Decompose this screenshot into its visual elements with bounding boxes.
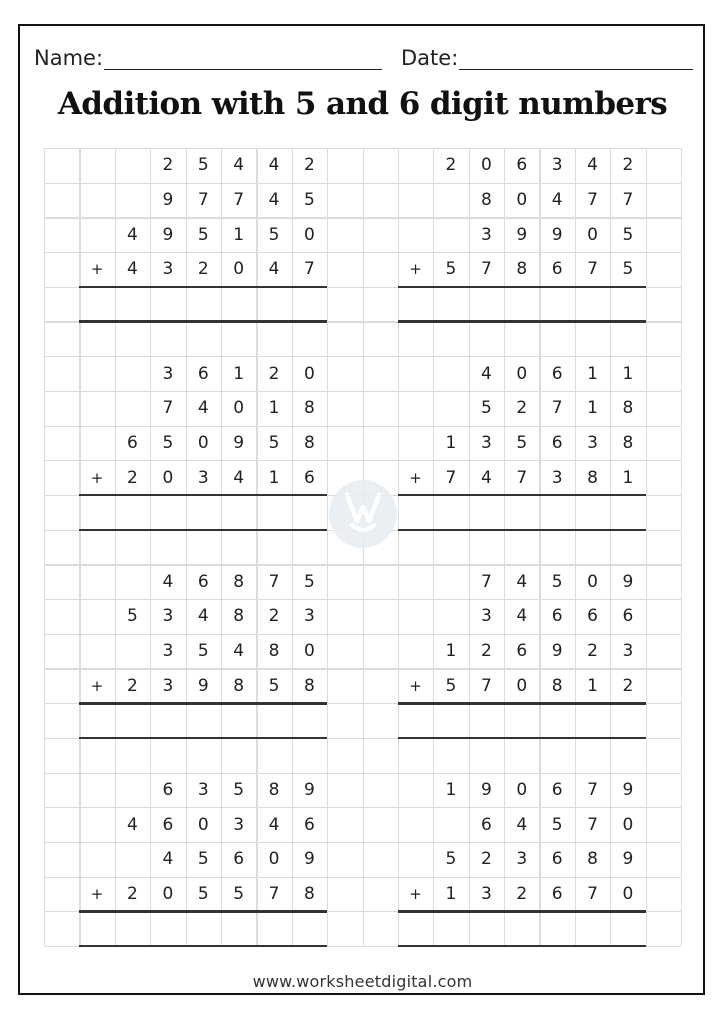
digit-cell: 4 — [127, 224, 138, 245]
digit-cell: 7 — [587, 814, 598, 835]
sum-rule-line — [79, 702, 327, 704]
digit-cell: 4 — [268, 814, 280, 835]
digit-cell: 5 — [268, 224, 280, 245]
plus-sign: + — [90, 884, 104, 903]
digit-cell: 1 — [622, 363, 634, 384]
digit-cell: 2 — [516, 398, 528, 419]
digit-cell: 0 — [622, 814, 634, 835]
answer-cell[interactable] — [469, 495, 504, 530]
digit-cell: 3 — [551, 467, 563, 488]
digit-cell: 5 — [622, 224, 634, 245]
answer-cell[interactable] — [186, 703, 221, 738]
digit-cell: 0 — [304, 224, 315, 245]
digit-cell: 5 — [268, 432, 280, 453]
digit-cell: 4 — [480, 363, 492, 384]
digit-cell: 7 — [445, 467, 457, 488]
digit-cell: 2 — [197, 259, 209, 280]
answer-cell[interactable] — [610, 287, 645, 322]
answer-cell[interactable] — [115, 703, 150, 738]
digit-cell: 6 — [197, 571, 209, 592]
digit-cell: 8 — [587, 849, 598, 870]
digit-cell: 4 — [197, 606, 209, 627]
digit-cell: 4 — [233, 641, 245, 662]
answer-cell[interactable] — [221, 495, 256, 530]
digit-cell: 3 — [162, 675, 174, 696]
answer-cell[interactable] — [610, 911, 645, 946]
answer-cell[interactable] — [539, 495, 574, 530]
sum-rule-line — [79, 320, 327, 322]
digit-cell: 6 — [551, 363, 563, 384]
digit-cell: 3 — [233, 814, 245, 835]
digit-cell: 0 — [516, 363, 528, 384]
answer-cell[interactable] — [292, 911, 327, 946]
digit-cell: 2 — [127, 883, 138, 904]
sum-rule-line — [398, 320, 646, 322]
plus-sign: + — [409, 260, 422, 279]
digit-cell: 6 — [304, 467, 315, 488]
digit-cell: 5 — [445, 675, 457, 696]
digit-cell: 6 — [551, 259, 563, 280]
answer-cell[interactable] — [79, 911, 114, 946]
digit-cell: 7 — [233, 190, 245, 211]
sum-rule-line — [398, 945, 646, 947]
name-input-line[interactable] — [104, 47, 382, 70]
digit-cell: 0 — [197, 814, 209, 835]
answer-cell[interactable] — [115, 911, 150, 946]
digit-cell: 7 — [268, 571, 280, 592]
digit-cell: 9 — [622, 571, 634, 592]
digit-cell: 9 — [480, 779, 492, 800]
digit-cell: 9 — [304, 849, 315, 870]
digit-cell: 7 — [480, 259, 492, 280]
digit-cell: 2 — [587, 641, 598, 662]
digit-cell: 5 — [197, 849, 209, 870]
grid-line-vertical — [44, 148, 45, 946]
answer-cell[interactable] — [398, 911, 433, 946]
digit-cell: 8 — [304, 883, 315, 904]
answer-cell[interactable] — [292, 495, 327, 530]
digit-cell: 2 — [622, 675, 634, 696]
answer-cell[interactable] — [433, 703, 468, 738]
answer-cell[interactable] — [504, 911, 539, 946]
digit-cell: 4 — [516, 606, 528, 627]
sum-rule-line — [398, 529, 646, 531]
grid-line-vertical — [327, 148, 328, 946]
answer-cell[interactable] — [150, 287, 185, 322]
digit-cell: 5 — [480, 398, 492, 419]
digit-cell: 3 — [516, 849, 528, 870]
digit-cell: 0 — [197, 432, 209, 453]
digit-cell: 7 — [268, 883, 280, 904]
answer-cell[interactable] — [504, 287, 539, 322]
digit-cell: 7 — [480, 571, 492, 592]
digit-cell: 6 — [197, 363, 209, 384]
digit-cell: 8 — [304, 675, 315, 696]
digit-cell: 5 — [197, 641, 209, 662]
sum-rule-line — [79, 737, 327, 739]
name-label: Name: — [34, 46, 104, 70]
digit-cell: 7 — [197, 190, 209, 211]
digit-cell: 3 — [622, 641, 634, 662]
digit-cell: 5 — [551, 571, 563, 592]
digit-cell: 0 — [162, 467, 174, 488]
digit-cell: 6 — [516, 641, 528, 662]
digit-cell: 4 — [268, 259, 280, 280]
answer-cell[interactable] — [256, 287, 291, 322]
sum-rule-line — [79, 494, 327, 496]
digit-cell: 5 — [197, 155, 209, 176]
digit-cell: 4 — [162, 571, 174, 592]
digit-cell: 0 — [587, 224, 598, 245]
sum-rule-line — [79, 286, 327, 288]
digit-cell: 6 — [480, 814, 492, 835]
digit-cell: 4 — [162, 849, 174, 870]
digit-cell: 3 — [480, 606, 492, 627]
digit-cell: 7 — [516, 467, 528, 488]
answer-cell[interactable] — [469, 911, 504, 946]
answer-cell[interactable] — [469, 703, 504, 738]
digit-cell: 9 — [304, 779, 315, 800]
digit-cell: 0 — [516, 675, 528, 696]
digit-cell: 2 — [127, 675, 138, 696]
answer-cell[interactable] — [539, 703, 574, 738]
digit-cell: 8 — [233, 606, 245, 627]
answer-cell[interactable] — [150, 495, 185, 530]
digit-cell: 9 — [233, 432, 245, 453]
answer-cell[interactable] — [186, 287, 221, 322]
digit-cell: 6 — [516, 155, 528, 176]
digit-cell: 1 — [268, 398, 280, 419]
answer-cell[interactable] — [79, 703, 114, 738]
digit-cell: 8 — [304, 432, 315, 453]
grid-line-vertical — [646, 148, 647, 946]
digit-cell: 9 — [551, 224, 563, 245]
digit-cell: 6 — [551, 849, 563, 870]
digit-cell: 1 — [233, 363, 245, 384]
digit-cell: 6 — [304, 814, 315, 835]
digit-cell: 4 — [233, 155, 245, 176]
answer-cell[interactable] — [292, 703, 327, 738]
digit-cell: 3 — [197, 467, 209, 488]
digit-cell: 6 — [233, 849, 245, 870]
answer-cell[interactable] — [433, 495, 468, 530]
digit-cell: 7 — [162, 398, 174, 419]
answer-cell[interactable] — [469, 287, 504, 322]
digit-cell: 2 — [268, 363, 280, 384]
sum-rule-line — [398, 702, 646, 704]
digit-cell: 5 — [233, 883, 245, 904]
digit-cell: 0 — [516, 779, 528, 800]
sum-rule-line — [398, 494, 646, 496]
sum-rule-line — [398, 910, 646, 912]
digit-cell: 5 — [304, 571, 315, 592]
logo-glyph-icon — [343, 491, 383, 537]
answer-cell[interactable] — [539, 287, 574, 322]
answer-cell[interactable] — [292, 287, 327, 322]
digit-cell: 2 — [445, 155, 457, 176]
digit-cell: 9 — [516, 224, 528, 245]
digit-cell: 2 — [127, 467, 138, 488]
digit-cell: 4 — [233, 467, 245, 488]
digit-cell: 3 — [480, 883, 492, 904]
digit-cell: 1 — [233, 224, 245, 245]
plus-sign: + — [409, 884, 422, 903]
digit-cell: 1 — [587, 363, 598, 384]
digit-cell: 6 — [127, 432, 138, 453]
digit-cell: 5 — [233, 779, 245, 800]
digit-cell: 3 — [162, 259, 174, 280]
digit-cell: 0 — [622, 883, 634, 904]
answer-cell[interactable] — [186, 911, 221, 946]
digit-cell: 8 — [233, 675, 245, 696]
answer-cell[interactable] — [610, 703, 645, 738]
digit-cell: 0 — [233, 398, 245, 419]
digit-cell: 8 — [516, 259, 528, 280]
digit-cell: 3 — [480, 432, 492, 453]
digit-cell: 6 — [551, 779, 563, 800]
answer-cell[interactable] — [221, 911, 256, 946]
sum-rule-line — [79, 910, 327, 912]
digit-cell: 4 — [268, 190, 280, 211]
answer-cell[interactable] — [504, 495, 539, 530]
digit-cell: 4 — [480, 467, 492, 488]
digit-cell: 1 — [445, 641, 457, 662]
answer-cell[interactable] — [115, 495, 150, 530]
digit-cell: 7 — [480, 675, 492, 696]
digit-cell: 3 — [162, 363, 174, 384]
digit-cell: 4 — [268, 155, 280, 176]
answer-cell[interactable] — [504, 703, 539, 738]
answer-cell[interactable] — [115, 287, 150, 322]
digit-cell: 6 — [551, 432, 563, 453]
digit-cell: 0 — [587, 571, 598, 592]
digit-cell: 7 — [587, 190, 598, 211]
digit-cell: 5 — [268, 675, 280, 696]
digit-cell: 4 — [516, 571, 528, 592]
digit-cell: 1 — [445, 779, 457, 800]
digit-cell: 1 — [622, 467, 634, 488]
sum-rule-line — [398, 737, 646, 739]
header-fields — [34, 46, 698, 76]
digit-cell: 6 — [551, 606, 563, 627]
answer-cell[interactable] — [575, 911, 610, 946]
digit-cell: 5 — [162, 432, 174, 453]
digit-cell: 9 — [622, 779, 634, 800]
answer-cell[interactable] — [433, 287, 468, 322]
answer-cell[interactable] — [221, 287, 256, 322]
answer-cell[interactable] — [150, 911, 185, 946]
answer-cell[interactable] — [150, 703, 185, 738]
digit-cell: 4 — [587, 155, 598, 176]
digit-cell: 0 — [516, 190, 528, 211]
digit-cell: 7 — [587, 259, 598, 280]
digit-cell: 5 — [197, 224, 209, 245]
digit-cell: 4 — [197, 398, 209, 419]
digit-cell: 5 — [516, 432, 528, 453]
digit-cell: 7 — [587, 883, 598, 904]
digit-cell: 9 — [162, 224, 174, 245]
digit-cell: 0 — [480, 155, 492, 176]
digit-cell: 8 — [622, 432, 634, 453]
name-field[interactable] — [34, 46, 382, 70]
digit-cell: 5 — [127, 606, 138, 627]
digit-cell: 2 — [516, 883, 528, 904]
digit-cell: 1 — [445, 432, 457, 453]
answer-cell[interactable] — [256, 703, 291, 738]
answer-cell[interactable] — [610, 495, 645, 530]
answer-cell[interactable] — [221, 703, 256, 738]
digit-cell: 4 — [127, 259, 138, 280]
digit-cell: 2 — [622, 155, 634, 176]
answer-cell[interactable] — [575, 287, 610, 322]
digit-cell: 6 — [551, 883, 563, 904]
digit-cell: 8 — [268, 641, 280, 662]
digit-cell: 7 — [587, 779, 598, 800]
digit-cell: 7 — [622, 190, 634, 211]
digit-cell: 0 — [304, 641, 315, 662]
grid-line-vertical — [681, 148, 682, 946]
answer-cell[interactable] — [398, 495, 433, 530]
digit-cell: 3 — [304, 606, 315, 627]
digit-cell: 0 — [233, 259, 245, 280]
digit-cell: 8 — [304, 398, 315, 419]
digit-cell: 5 — [304, 190, 315, 211]
digit-cell: 5 — [622, 259, 634, 280]
date-label: Date: — [401, 46, 459, 70]
digit-cell: 8 — [551, 675, 563, 696]
answer-cell[interactable] — [539, 911, 574, 946]
plus-sign: + — [409, 676, 422, 695]
date-field[interactable] — [401, 46, 693, 70]
digit-cell: 5 — [445, 849, 457, 870]
answer-cell[interactable] — [186, 495, 221, 530]
answer-cell[interactable] — [398, 703, 433, 738]
footer-website: www.worksheetdigital.com — [252, 972, 473, 991]
answer-cell[interactable] — [256, 911, 291, 946]
digit-cell: 6 — [587, 606, 598, 627]
digit-cell: 8 — [622, 398, 634, 419]
digit-cell: 9 — [162, 190, 174, 211]
digit-cell: 0 — [162, 883, 174, 904]
answer-cell[interactable] — [79, 287, 114, 322]
digit-cell: 8 — [233, 571, 245, 592]
digit-cell: 8 — [587, 467, 598, 488]
worksheet-title: Addition with 5 and 6 digit numbers — [57, 86, 668, 122]
digit-cell: 4 — [516, 814, 528, 835]
digit-cell: 7 — [551, 398, 563, 419]
digit-cell: 3 — [551, 155, 563, 176]
digit-cell: 4 — [551, 190, 563, 211]
digit-cell: 1 — [587, 398, 598, 419]
digit-cell: 2 — [480, 849, 492, 870]
digit-cell: 6 — [162, 814, 174, 835]
digit-cell: 2 — [162, 155, 174, 176]
digit-cell: 0 — [268, 849, 280, 870]
plus-sign: + — [90, 260, 104, 279]
digit-cell: 5 — [551, 814, 563, 835]
digit-cell: 9 — [551, 641, 563, 662]
digit-cell: 7 — [304, 259, 315, 280]
sum-rule-line — [79, 945, 327, 947]
digit-cell: 0 — [304, 363, 315, 384]
answer-cell[interactable] — [398, 287, 433, 322]
digit-cell: 5 — [445, 259, 457, 280]
answer-cell[interactable] — [256, 495, 291, 530]
digit-cell: 2 — [268, 606, 280, 627]
digit-cell: 9 — [622, 849, 634, 870]
sum-rule-line — [79, 529, 327, 531]
digit-cell: 8 — [480, 190, 492, 211]
digit-cell: 3 — [587, 432, 598, 453]
date-input-line[interactable] — [459, 47, 693, 70]
digit-cell: 8 — [268, 779, 280, 800]
answer-cell[interactable] — [79, 495, 114, 530]
digit-cell: 4 — [127, 814, 138, 835]
worksheetdigital-logo-icon — [329, 480, 397, 548]
plus-sign: + — [90, 468, 104, 487]
digit-cell: 6 — [622, 606, 634, 627]
digit-cell: 6 — [162, 779, 174, 800]
digit-cell: 9 — [197, 675, 209, 696]
digit-cell: 1 — [587, 675, 598, 696]
digit-cell: 3 — [197, 779, 209, 800]
answer-cell[interactable] — [433, 911, 468, 946]
answer-cell[interactable] — [575, 495, 610, 530]
digit-cell: 3 — [480, 224, 492, 245]
digit-cell: 2 — [480, 641, 492, 662]
plus-sign: + — [409, 468, 422, 487]
digit-cell: 3 — [162, 641, 174, 662]
digit-cell: 2 — [304, 155, 315, 176]
answer-cell[interactable] — [575, 703, 610, 738]
digit-cell: 3 — [162, 606, 174, 627]
plus-sign: + — [90, 676, 104, 695]
sum-rule-line — [398, 286, 646, 288]
digit-cell: 5 — [197, 883, 209, 904]
digit-cell: 1 — [445, 883, 457, 904]
digit-cell: 1 — [268, 467, 280, 488]
